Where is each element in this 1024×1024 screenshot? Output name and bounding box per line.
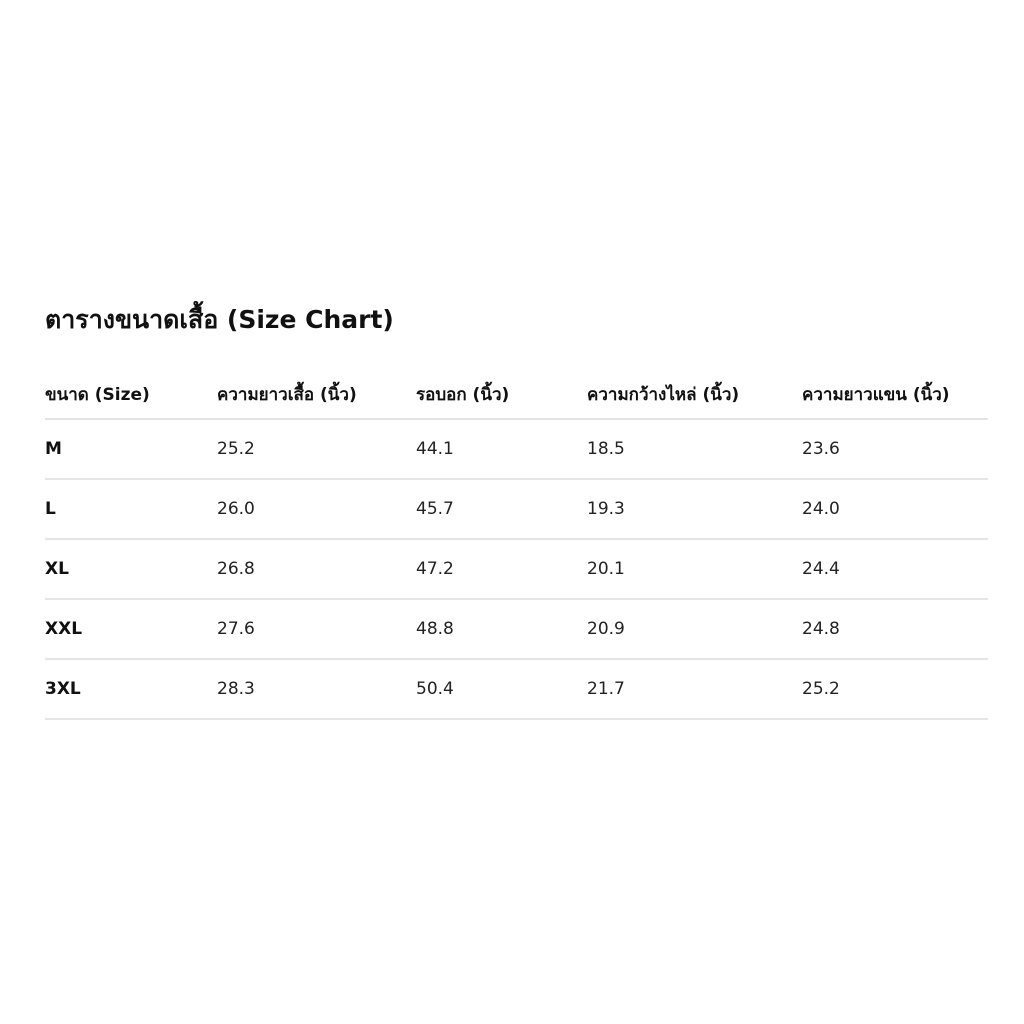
sleeve-length-cell: 24.4: [802, 539, 988, 599]
header-chest: รอบอก (นิ้ว): [416, 370, 587, 419]
size-table: [45, 370, 988, 720]
table-header-row: [45, 370, 988, 419]
shoulder-width-cell: 18.5: [587, 419, 802, 479]
header-size: ขนาด (Size): [45, 370, 217, 419]
header-sleeve-length: ความยาวแขน (นิ้ว): [802, 370, 988, 419]
table-row: [45, 419, 988, 479]
shirt-length-cell: 26.8: [217, 539, 416, 599]
shoulder-width-cell: 19.3: [587, 479, 802, 539]
table-row: [45, 659, 988, 719]
shirt-length-cell: 25.2: [217, 419, 416, 479]
sleeve-length-cell: 24.8: [802, 599, 988, 659]
shoulder-width-cell: 20.9: [587, 599, 802, 659]
sleeve-length-cell: 25.2: [802, 659, 988, 719]
size-cell: 3XL: [45, 659, 217, 719]
chest-cell: 44.1: [416, 419, 587, 479]
table-row: [45, 539, 988, 599]
sleeve-length-cell: 24.0: [802, 479, 988, 539]
header-shoulder-width: ความกว้างไหล่ (นิ้ว): [587, 370, 802, 419]
shirt-length-cell: 28.3: [217, 659, 416, 719]
size-cell: XL: [45, 539, 217, 599]
size-chart: [45, 298, 988, 720]
shoulder-width-cell: 21.7: [587, 659, 802, 719]
sleeve-length-cell: 23.6: [802, 419, 988, 479]
size-cell: M: [45, 419, 217, 479]
size-cell: L: [45, 479, 217, 539]
shoulder-width-cell: 20.1: [587, 539, 802, 599]
table-row: [45, 479, 988, 539]
size-cell: XXL: [45, 599, 217, 659]
chest-cell: 50.4: [416, 659, 587, 719]
chest-cell: 47.2: [416, 539, 587, 599]
shirt-length-cell: 26.0: [217, 479, 416, 539]
shirt-length-cell: 27.6: [217, 599, 416, 659]
table-row: [45, 599, 988, 659]
chest-cell: 45.7: [416, 479, 587, 539]
chest-cell: 48.8: [416, 599, 587, 659]
size-chart-title: ตารางขนาดเสื้อ (Size Chart): [45, 305, 394, 334]
header-shirt-length: ความยาวเสื้อ (นิ้ว): [217, 370, 416, 419]
